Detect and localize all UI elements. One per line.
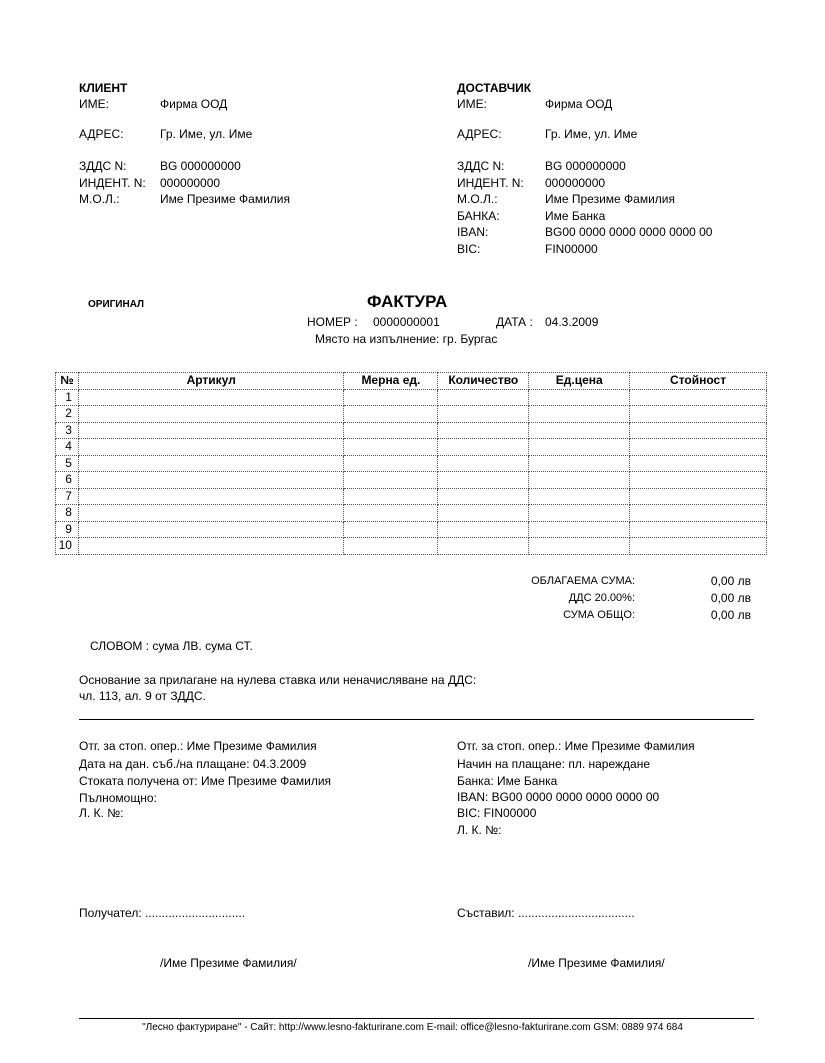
total-amount: 0,00 лв	[710, 608, 751, 622]
client-address: Гр. Име, ул. Име	[160, 127, 253, 141]
table-row	[56, 472, 767, 489]
supplier-bank: Име Банка	[545, 209, 606, 223]
row-value	[630, 521, 767, 538]
right-line-4: IBAN: BG00 0000 0000 0000 0000 00	[457, 790, 660, 804]
receiver-signature: Получател: ..............................	[79, 906, 246, 920]
supplier-address-label: АДРЕС:	[457, 127, 502, 141]
row-unit	[344, 406, 438, 423]
right-line-6: Л. К. №:	[457, 823, 502, 837]
client-vat: BG 000000000	[160, 159, 241, 173]
table-row	[56, 488, 767, 505]
row-number: 8	[56, 505, 79, 522]
invoice-date-label: ДАТА :	[496, 315, 533, 329]
row-unit	[344, 538, 438, 555]
row-quantity	[438, 422, 529, 439]
row-unit-price	[529, 488, 630, 505]
client-address-label: АДРЕС:	[79, 127, 124, 141]
row-value	[630, 389, 767, 406]
client-id: 000000000	[160, 176, 221, 190]
table-row	[56, 521, 767, 538]
col-header-value: Стойност	[630, 373, 767, 390]
client-mol-label: М.О.Л.:	[79, 192, 120, 206]
supplier-name: Фирма ООД	[545, 97, 613, 111]
supplier-iban-label: IBAN:	[457, 225, 489, 239]
vat-basis-line2: чл. 113, ал. 9 от ЗДДС.	[79, 689, 206, 703]
row-quantity	[438, 406, 529, 423]
row-number: 4	[56, 439, 79, 456]
col-header-number: №	[56, 373, 79, 390]
invoice-number-label: НОМЕР :	[307, 315, 358, 329]
row-value	[630, 455, 767, 472]
supplier-id: 000000000	[545, 176, 606, 190]
row-unit-price	[529, 538, 630, 555]
supplier-bic: FIN00000	[545, 242, 598, 256]
col-header-article: Артикул	[78, 373, 343, 390]
place-of-supply: Място на изпълнение: гр. Бургас	[315, 332, 498, 346]
vat-basis-line1: Основание за прилагане на нулева ставка или неначисляване на ДДС:	[79, 673, 477, 687]
row-unit	[344, 521, 438, 538]
left-line-5: Л. К. №:	[79, 806, 124, 820]
row-number: 6	[56, 472, 79, 489]
row-unit	[344, 422, 438, 439]
row-quantity	[438, 538, 529, 555]
row-article	[78, 472, 343, 489]
table-row	[56, 538, 767, 555]
footer-text: "Лесно фактуриране" - Сайт: http://www.lesno-fakturirane.com E-mail: office@lesno-fakturirane.com GSM: 0889 974 684	[142, 1022, 683, 1033]
footer-divider	[79, 1018, 754, 1019]
right-line-5: BIC: FIN00000	[457, 806, 537, 820]
supplier-heading: ДОСТАВЧИК	[457, 81, 532, 95]
left-line-4: Пълномощно:	[79, 791, 157, 805]
receiver-name: /Име Презиме Фамилия/	[160, 956, 297, 970]
supplier-vat: BG 000000000	[545, 159, 626, 173]
table-header-row	[56, 373, 767, 390]
client-id-label: ИНДЕНТ. N:	[79, 176, 146, 190]
row-number: 10	[56, 538, 79, 555]
right-line-3: Банка: Име Банка	[457, 774, 558, 788]
vat-label: ДДС 20.00%:	[568, 592, 635, 604]
row-number: 9	[56, 521, 79, 538]
client-name: Фирма ООД	[160, 97, 228, 111]
row-number: 3	[56, 422, 79, 439]
row-article	[78, 488, 343, 505]
table-row	[56, 439, 767, 456]
row-quantity	[438, 488, 529, 505]
row-number: 7	[56, 488, 79, 505]
row-quantity	[438, 439, 529, 456]
row-quantity	[438, 389, 529, 406]
row-article	[78, 389, 343, 406]
row-article	[78, 455, 343, 472]
supplier-address: Гр. Име, ул. Име	[545, 127, 638, 141]
table-row	[56, 406, 767, 423]
invoice-title: ФАКТУРА	[367, 292, 448, 311]
row-article	[78, 439, 343, 456]
row-unit-price	[529, 439, 630, 456]
row-article	[78, 505, 343, 522]
row-quantity	[438, 521, 529, 538]
items-table	[55, 372, 767, 555]
section-divider	[79, 719, 754, 720]
row-number: 1	[56, 389, 79, 406]
row-number: 5	[56, 455, 79, 472]
right-line-1: Отг. за стоп. опер.: Име Презиме Фамилия	[457, 739, 695, 753]
row-unit	[344, 439, 438, 456]
row-unit-price	[529, 422, 630, 439]
table-row	[56, 422, 767, 439]
invoice-date: 04.3.2009	[545, 315, 599, 329]
col-header-unit: Мерна ед.	[344, 373, 438, 390]
row-value	[630, 505, 767, 522]
right-line-2: Начин на плащане: пл. нареждане	[457, 757, 651, 771]
client-heading: КЛИЕНТ	[79, 81, 128, 95]
col-header-unit-price: Ед.цена	[529, 373, 630, 390]
issuer-signature: Съставил: ...................................	[457, 906, 635, 920]
row-article	[78, 538, 343, 555]
row-value	[630, 439, 767, 456]
supplier-name-label: ИМЕ:	[457, 97, 487, 111]
invoice-number: 0000000001	[373, 315, 440, 329]
row-unit-price	[529, 455, 630, 472]
left-line-1: Отг. за стоп. опер.: Име Презиме Фамилия	[79, 739, 317, 753]
row-article	[78, 422, 343, 439]
supplier-bic-label: BIC:	[457, 242, 481, 256]
supplier-iban: BG00 0000 0000 0000 0000 00	[545, 225, 713, 239]
table-row	[56, 389, 767, 406]
total-label: СУМА ОБЩО:	[563, 609, 635, 621]
supplier-id-label: ИНДЕНТ. N:	[457, 176, 524, 190]
supplier-mol-label: М.О.Л.:	[457, 192, 498, 206]
row-value	[630, 406, 767, 423]
taxable-label: ОБЛАГАЕМА СУМА:	[531, 575, 635, 587]
client-mol: Име Презиме Фамилия	[160, 192, 291, 206]
row-quantity	[438, 505, 529, 522]
col-header-quantity: Количество	[438, 373, 529, 390]
amount-in-words: СЛОВОМ : сума ЛВ. сума СТ.	[90, 639, 253, 653]
row-unit-price	[529, 505, 630, 522]
row-unit-price	[529, 521, 630, 538]
left-line-2: Дата на дан. съб./на плащане: 04.3.2009	[79, 757, 307, 771]
supplier-mol: Име Презиме Фамилия	[545, 192, 676, 206]
vat-amount: 0,00 лв	[710, 591, 751, 605]
row-unit	[344, 488, 438, 505]
supplier-vat-label: ЗДДС N:	[457, 159, 505, 173]
row-number: 2	[56, 406, 79, 423]
row-quantity	[438, 455, 529, 472]
row-unit-price	[529, 406, 630, 423]
client-name-label: ИМЕ:	[79, 97, 109, 111]
client-vat-label: ЗДДС N:	[79, 159, 127, 173]
supplier-bank-label: БАНКА:	[457, 209, 500, 223]
row-unit	[344, 505, 438, 522]
row-unit	[344, 472, 438, 489]
row-unit-price	[529, 472, 630, 489]
row-value	[630, 488, 767, 505]
table-row	[56, 505, 767, 522]
row-unit-price	[529, 389, 630, 406]
row-value	[630, 538, 767, 555]
issuer-name: /Име Презиме Фамилия/	[528, 956, 665, 970]
row-unit	[344, 389, 438, 406]
row-article	[78, 406, 343, 423]
row-unit	[344, 455, 438, 472]
row-value	[630, 422, 767, 439]
copy-label: ОРИГИНАЛ	[88, 299, 145, 310]
table-row	[56, 455, 767, 472]
row-quantity	[438, 472, 529, 489]
taxable-amount: 0,00 лв	[710, 574, 751, 588]
row-value	[630, 472, 767, 489]
left-line-3: Стоката получена от: Име Презиме Фамилия	[79, 774, 332, 788]
row-article	[78, 521, 343, 538]
